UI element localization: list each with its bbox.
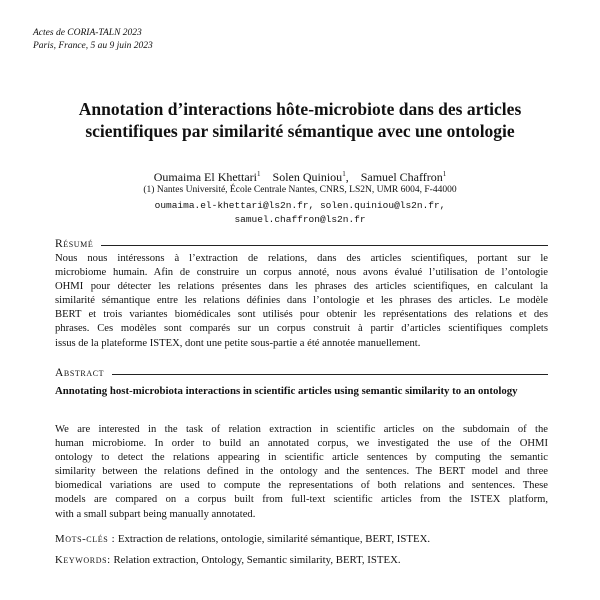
- resume-line: BERT et trois variantes biomédicales sont utilisés pour obtenir les représentations des relations et des: [55, 309, 548, 321]
- author-affiliation-mark: 1: [442, 170, 447, 178]
- english-title: Annotating host-microbiota interactions in scientific articles using semantic similarity to an ontology: [55, 385, 518, 397]
- abstract-line: similarity between the relations defined in the ontology and the sentences. The BERT model and three: [55, 466, 548, 478]
- resume-body: [55, 252, 548, 351]
- keywords-value: Relation extraction, Ontology, Semantic similarity, BERT, ISTEX.: [113, 554, 401, 566]
- author-name: Solen Quiniou: [272, 170, 343, 184]
- venue-line-1: Actes de CORIA-TALN 2023: [33, 28, 142, 38]
- heading-rule: [112, 374, 548, 375]
- abstract-line: with a small subpart being manually annotated.: [55, 508, 256, 520]
- title-line-1: Annotation d’interactions hôte-microbiote dans des articles: [78, 99, 522, 119]
- abstract-heading-label: Abstract: [55, 367, 105, 379]
- resume-heading: [55, 238, 548, 250]
- abstract-line: ontology to detect the relations appearing in scientific article sentences by computing the semantic: [55, 452, 548, 464]
- abstract-line: biomedical variations are used to compute the representations of both relations and sentences. These: [55, 480, 548, 492]
- abstract-heading: [55, 367, 548, 379]
- resume-line: similarité sémantique entre les relations définies dans l’ontologie et les phrases des articles. Le modèle: [55, 295, 548, 307]
- mots-cles: [55, 533, 548, 545]
- abstract-line: models are compared on a corpus built from full-text scientific articles from the ISTEX platform,: [55, 494, 548, 506]
- author-list: Oumaima El Khettari$^1$ Solen Quiniou$^1$, Samuel Chaffron$^1$: [153, 170, 447, 184]
- resume-line: OHMI pour détecter les relations présentes dans les phrases des articles scientifiques, en calculant la: [55, 281, 548, 293]
- venue-header: [33, 27, 153, 53]
- mots-cles-label: Mots-clés :: [55, 533, 116, 545]
- email-line-2: samuel.chaffron@ls2n.fr: [234, 213, 366, 225]
- resume-line: Nous nous intéressons à l’extraction de relations, dans des articles scientifiques, portant sur le: [55, 253, 548, 264]
- paper-title: [40, 98, 560, 142]
- author-affiliation-mark: 1: [342, 170, 346, 178]
- abstract-line: human microbiome. In order to build an annotated corpus, we investigated the use of the OHMI: [55, 438, 548, 450]
- author-name: Samuel Chaffron: [360, 170, 443, 184]
- mots-cles-value: Extraction de relations, ontologie, similarité sémantique, BERT, ISTEX.: [117, 533, 431, 545]
- resume-heading-label: Résumé: [55, 238, 94, 250]
- resume-line: microbiome humain. Afin de construire un corpus annoté, nous avons évalué l’utilisation de l’ontologie: [55, 267, 548, 279]
- author-name: Oumaima El Khettari: [153, 170, 258, 184]
- affiliation: (1) Nantes Université, École Centrale Nantes, CNRS, LS2N, UMR 6004, F-44000: [143, 185, 457, 195]
- title-line-2: scientifiques par similarité sémantique avec une ontologie: [85, 121, 515, 141]
- keywords: [55, 554, 548, 566]
- author-affiliation-mark: 1: [257, 170, 261, 178]
- resume-line: phrases. Ces modèles sont comparés sur un corpus construit à partir d’articles scientifiques complets: [55, 323, 548, 335]
- heading-rule: [101, 245, 548, 246]
- abstract-body: [55, 423, 548, 522]
- venue-line-2: Paris, France, 5 au 9 juin 2023: [33, 41, 153, 51]
- abstract-line: We are interested in the task of relation extraction in scientific articles on the subdomain of the: [55, 424, 548, 435]
- resume-line: issus de la plateforme ISTEX, dont une petite sous-partie a été annotée manuellement.: [55, 337, 421, 349]
- email-line-1: oumaima.el-khettari@ls2n.fr, solen.quiniou@ls2n.fr,: [154, 200, 446, 211]
- keywords-label: Keywords:: [55, 554, 111, 566]
- author-emails: [60, 199, 540, 226]
